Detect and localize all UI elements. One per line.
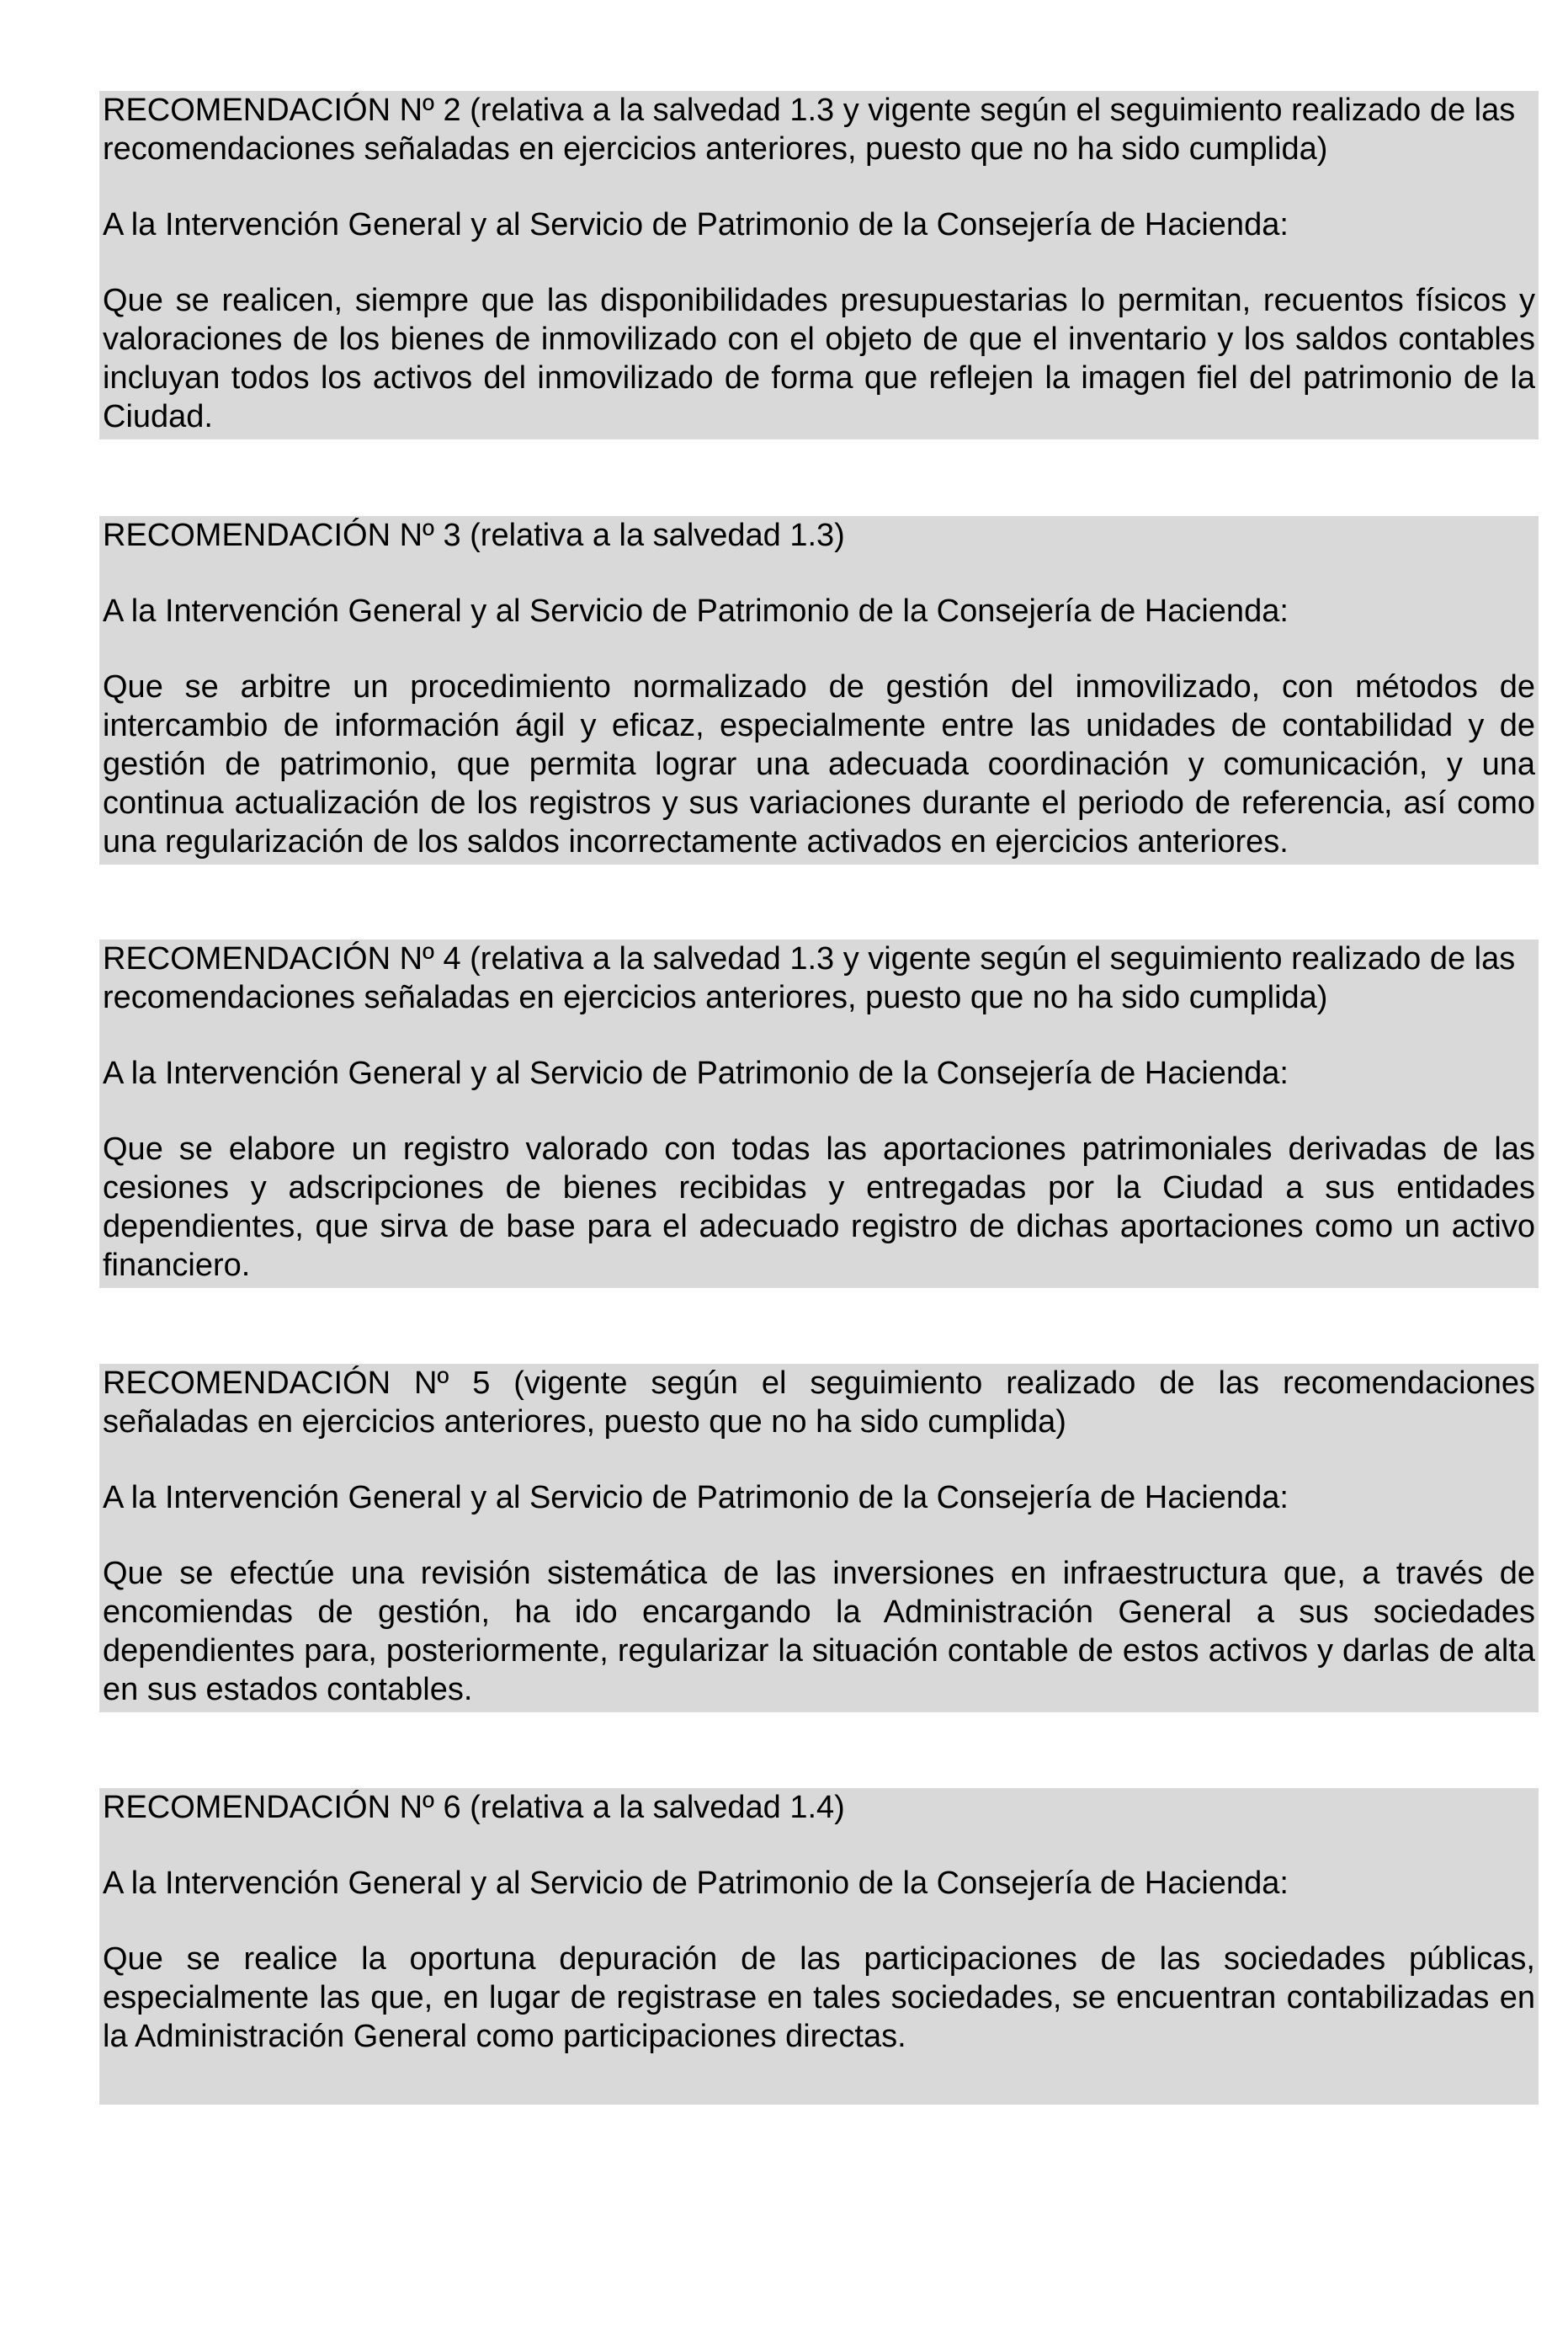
recommendation-box-6: [99, 1788, 1539, 2105]
recommendation-heading: RECOMENDACIÓN Nº 5 (vigente según el seguimiento realizado de las recomendaciones señaladas en ejercicios anteriores, puesto que no ha sido cumplida): [103, 1365, 1535, 1440]
recommendation-addressee: A la Intervención General y al Servicio de Patrimonio de la Consejería de Hacienda:: [103, 1480, 1289, 1515]
recommendation-body: Que se efectúe una revisión sistemática de las inversiones en infraestructura que, a través de encomiendas de gestión, ha ido encargando la Administración General a sus sociedades dependientes para, posteriormente, regularizar la situación contable de estos activos y darlas de alta en sus estados contables.: [103, 1556, 1535, 1707]
recommendation-heading: RECOMENDACIÓN Nº 6 (relativa a la salvedad 1.4): [103, 1790, 845, 1825]
recommendation-heading: RECOMENDACIÓN Nº 3 (relativa a la salvedad 1.3): [103, 518, 845, 553]
recommendation-heading: RECOMENDACIÓN Nº 2 (relativa a la salvedad 1.3 y vigente según el seguimiento realizado de las recomendaciones señaladas en ejercicios anteriores, puesto que no ha sido cumplida): [103, 93, 1516, 167]
recommendation-box-3: [99, 516, 1539, 865]
recommendation-body: Que se realice la oportuna depuración de las participaciones de las sociedades públicas, especialmente las que, en lugar de registrase en tales sociedades, se encuentran contabilizadas en la Administración General como participaciones directas.: [103, 1941, 1535, 2054]
recommendation-body: Que se elabore un registro valorado con todas las aportaciones patrimoniales derivadas de las cesiones y adscripciones de bienes recibidas y entregadas por la Ciudad a sus entidades dependientes, que sirva de base para el adecuado registro de dichas aportaciones como un activo financiero.: [103, 1131, 1535, 1283]
recommendation-addressee: A la Intervención General y al Servicio de Patrimonio de la Consejería de Hacienda:: [103, 594, 1289, 629]
recommendation-box-2: [99, 91, 1539, 439]
recommendation-heading: RECOMENDACIÓN Nº 4 (relativa a la salvedad 1.3 y vigente según el seguimiento realizado de las recomendaciones señaladas en ejercicios anteriores, puesto que no ha sido cumplida): [103, 941, 1516, 1015]
recommendation-body: Que se arbitre un procedimiento normalizado de gestión del inmovilizado, con métodos de intercambio de información ágil y eficaz, especialmente entre las unidades de contabilidad y de gestión de patrimonio, que permita lograr una adecuada coordinación y comunicación, y una continua actualización de los registros y sus variaciones durante el periodo de referencia, así como una regularización de los saldos incorrectamente activados en ejercicios anteriores.: [103, 669, 1535, 860]
recommendation-addressee: A la Intervención General y al Servicio de Patrimonio de la Consejería de Hacienda:: [103, 1056, 1289, 1091]
recommendation-body: Que se realicen, siempre que las disponibilidades presupuestarias lo permitan, recuentos físicos y valoraciones de los bienes de inmovilizado con el objeto de que el inventario y los saldos contables incluyan todos los activos del inmovilizado de forma que reflejen la imagen fiel del patrimonio de la Ciudad.: [103, 283, 1535, 434]
recommendation-box-4: [99, 940, 1539, 1288]
recommendation-box-5: [99, 1364, 1539, 1712]
recommendation-addressee: A la Intervención General y al Servicio de Patrimonio de la Consejería de Hacienda:: [103, 207, 1289, 242]
recommendation-addressee: A la Intervención General y al Servicio de Patrimonio de la Consejería de Hacienda:: [103, 1866, 1289, 1901]
